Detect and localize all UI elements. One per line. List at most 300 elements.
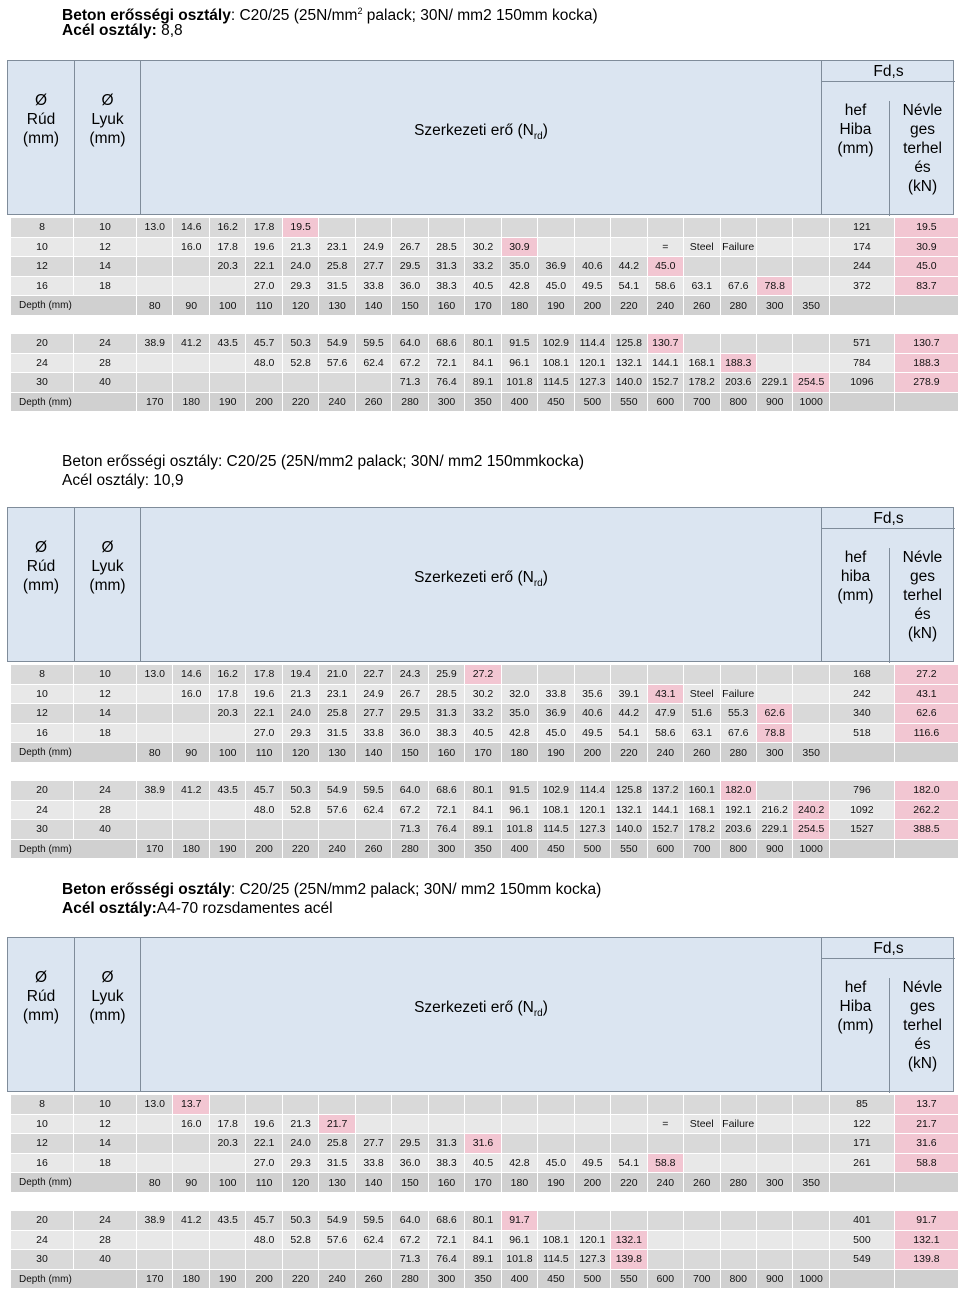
table-cell: 16.0: [173, 1114, 209, 1134]
table-cell: 59.5: [355, 334, 391, 354]
table-cell: 174: [829, 237, 894, 257]
depth-cell: 80: [137, 1173, 173, 1193]
table-row: [11, 800, 959, 820]
table-cell: [137, 1230, 173, 1250]
table-cell: 26.7: [392, 684, 428, 704]
depth-cell: 300: [756, 296, 792, 316]
hef-label: [822, 548, 889, 605]
table-cell: [756, 257, 792, 277]
table-cell: 28: [74, 800, 137, 820]
title-text: Beton erősségi osztály: C20/25 (25N/mm2 palack; 30N/ mm2 150mmkocka): [62, 453, 585, 470]
hef-label-line: (mm): [837, 1017, 874, 1034]
table-cell: 20.3: [209, 1134, 245, 1154]
depth-row: [11, 743, 959, 763]
depth-cell-empty: [894, 743, 958, 763]
depth-cell: 900: [756, 1269, 792, 1289]
table-cell: 24: [11, 800, 74, 820]
table-cell: [574, 1134, 610, 1154]
nominal-label-line: terhel: [903, 140, 942, 157]
table-cell: [793, 237, 829, 257]
table-cell: 168.1: [684, 353, 720, 373]
table-cell: [684, 1250, 720, 1270]
table-cell: 36.9: [538, 257, 574, 277]
depth-cell: 900: [756, 392, 792, 412]
structural-strength-header: [141, 508, 822, 661]
table-cell: [647, 1250, 683, 1270]
depth-cell: 190: [538, 743, 574, 763]
table-cell: 12: [74, 237, 137, 257]
table-cell: [282, 1250, 318, 1270]
structural-close: ): [542, 569, 548, 586]
table-cell: 22.1: [246, 257, 282, 277]
table-cell: 40.6: [574, 257, 610, 277]
depth-cell-empty: [829, 392, 894, 412]
table-cell: 91.7: [894, 1211, 958, 1231]
table-cell: [574, 1095, 610, 1115]
depth-cell: 300: [428, 1269, 464, 1289]
table-cell: [720, 1095, 756, 1115]
table-cell: [720, 1114, 756, 1134]
table-cell: 40: [74, 373, 137, 393]
table-cell: 139.8: [894, 1250, 958, 1270]
structural-text: Szerkezeti erő (N: [414, 999, 534, 1016]
table-cell: 35.0: [501, 257, 537, 277]
table-row: [11, 237, 959, 257]
depth-cell: 550: [611, 1269, 647, 1289]
depth-cell: 100: [209, 296, 245, 316]
table-cell: [611, 237, 647, 257]
table-row: [11, 1250, 959, 1270]
table-cell: 40.5: [465, 723, 501, 743]
table-cell: 127.3: [574, 820, 610, 840]
depth-cell: 220: [282, 839, 318, 859]
depth-cell: 240: [647, 296, 683, 316]
table-cell: 203.6: [720, 820, 756, 840]
table-cell: 30: [11, 820, 74, 840]
table-cell: 25.8: [319, 704, 355, 724]
table-cell: [684, 257, 720, 277]
table-cell: 52.8: [282, 1230, 318, 1250]
table-cell: [538, 1134, 574, 1154]
depth-label: Depth (mm): [11, 839, 137, 859]
table-cell: 31.3: [428, 704, 464, 724]
fds-divider: [822, 958, 955, 959]
table-cell: 71.3: [392, 1250, 428, 1270]
table-cell: 29.3: [282, 1153, 318, 1173]
hole-diameter-header: [75, 938, 141, 1091]
table-row: [11, 1095, 959, 1115]
table-cell: 89.1: [465, 373, 501, 393]
table-cell: 22.1: [246, 704, 282, 724]
table-cell: 242: [829, 684, 894, 704]
table-cell: 31.5: [319, 723, 355, 743]
table-cell: 10: [11, 1114, 74, 1134]
table-cell: 140.0: [611, 820, 647, 840]
depth-cell: 220: [282, 1269, 318, 1289]
table-cell: 13.7: [894, 1095, 958, 1115]
rod-label-stack: [8, 91, 74, 148]
table-cell: 10: [74, 665, 137, 685]
depth-cell: 200: [574, 296, 610, 316]
depth-cell: 240: [319, 392, 355, 412]
table-cell: 17.8: [246, 665, 282, 685]
table-cell: 28.5: [428, 684, 464, 704]
table-cell: 43.5: [209, 1211, 245, 1231]
table-cell: 71.3: [392, 820, 428, 840]
lower_rows-table: [10, 780, 959, 859]
table-cell: [173, 257, 209, 277]
depth-cell: 550: [611, 392, 647, 412]
depth-cell: 170: [137, 1269, 173, 1289]
table-row: [11, 723, 959, 743]
depth-cell: 280: [720, 743, 756, 763]
table-cell: 130.7: [647, 334, 683, 354]
table-cell: 58.8: [894, 1153, 958, 1173]
table-cell: [173, 723, 209, 743]
depth-cell: 80: [137, 296, 173, 316]
table-cell: [173, 276, 209, 296]
table-cell: 108.1: [538, 800, 574, 820]
depth-row: [11, 1173, 959, 1193]
table-cell: 278.9: [894, 373, 958, 393]
table-cell: 27.0: [246, 723, 282, 743]
depth-cell: 700: [684, 1269, 720, 1289]
table-cell: [137, 1250, 173, 1270]
table-cell: [137, 373, 173, 393]
table-header: [7, 507, 954, 662]
section-title: [62, 880, 601, 899]
depth-cell: 140: [355, 1173, 391, 1193]
table-cell: [319, 1095, 355, 1115]
table-cell: 102.9: [538, 781, 574, 801]
table-cell: 64.0: [392, 334, 428, 354]
table-cell: 19.6: [246, 684, 282, 704]
table-cell: 45.0: [538, 276, 574, 296]
table-cell: 67.2: [392, 353, 428, 373]
table-cell: [209, 1230, 245, 1250]
table-cell: [173, 353, 209, 373]
table-cell: 127.3: [574, 373, 610, 393]
depth-cell: 200: [246, 839, 282, 859]
depth-cell: 700: [684, 839, 720, 859]
depth-cell: 180: [501, 743, 537, 763]
table-cell: 14.6: [173, 665, 209, 685]
depth-cell: 150: [392, 1173, 428, 1193]
table-cell: 38.3: [428, 276, 464, 296]
table-row: [11, 1134, 959, 1154]
table-cell: 1096: [829, 373, 894, 393]
table-row: [11, 218, 959, 238]
depth-cell: 900: [756, 839, 792, 859]
depth-cell: 220: [611, 296, 647, 316]
fds-header: [822, 61, 955, 214]
table-cell: 57.6: [319, 1230, 355, 1250]
table-cell: [173, 1250, 209, 1270]
hef-label-line: Hiba: [839, 121, 872, 138]
table-cell: 121: [829, 218, 894, 238]
table-cell: 14: [74, 704, 137, 724]
table-cell: 29.5: [392, 704, 428, 724]
table-cell: 10: [74, 1095, 137, 1115]
depth-cell: 800: [720, 392, 756, 412]
table-cell: 108.1: [538, 1230, 574, 1250]
table-cell: 62.6: [894, 704, 958, 724]
structural-sub: rd: [533, 578, 543, 590]
table-cell: 57.6: [319, 353, 355, 373]
table-cell: 42.8: [501, 1153, 537, 1173]
table-cell: [538, 218, 574, 238]
depth-cell: 350: [465, 839, 501, 859]
table-cell: [793, 665, 829, 685]
table-cell: 24.9: [355, 237, 391, 257]
table-cell: 76.4: [428, 1250, 464, 1270]
table-cell: 8: [11, 1095, 74, 1115]
depth-cell: 450: [538, 392, 574, 412]
depth-cell: 130: [319, 1173, 355, 1193]
subtitle-bold: Acél osztály:: [62, 22, 157, 39]
table-cell: 178.2: [684, 820, 720, 840]
table-cell: 38.9: [137, 334, 173, 354]
table-cell: 20.3: [209, 257, 245, 277]
depth-cell: 500: [574, 1269, 610, 1289]
depth-cell: 190: [209, 839, 245, 859]
table-cell: [465, 1095, 501, 1115]
table-cell: 20: [11, 1211, 74, 1231]
depth-label: Depth (mm): [11, 1269, 137, 1289]
table-cell: 20: [11, 334, 74, 354]
table-cell: 33.8: [355, 723, 391, 743]
depth-cell: 110: [246, 296, 282, 316]
nominal-label-line: Névle: [902, 102, 943, 119]
table-cell: [684, 218, 720, 238]
table-cell: [720, 237, 756, 257]
table-cell: 62.4: [355, 800, 391, 820]
table-cell: 44.2: [611, 704, 647, 724]
table-cell: [173, 820, 209, 840]
rod-label-line: (mm): [22, 1007, 60, 1024]
table-cell: 76.4: [428, 373, 464, 393]
depth-row: [11, 839, 959, 859]
table-cell: 14: [74, 257, 137, 277]
table-cell: [647, 1134, 683, 1154]
depth-cell: 170: [465, 1173, 501, 1193]
table-cell: 24: [74, 781, 137, 801]
table-row: [11, 1211, 959, 1231]
table-cell: 132.1: [894, 1230, 958, 1250]
table-cell: [137, 704, 173, 724]
table-row: [11, 373, 959, 393]
table-cell: [209, 1153, 245, 1173]
table-cell: 188.3: [894, 353, 958, 373]
lower_rows-table: [10, 333, 959, 412]
table-cell: 114.4: [574, 334, 610, 354]
table-cell: 16.2: [209, 218, 245, 238]
depth-cell: 240: [319, 839, 355, 859]
table-cell: [209, 276, 245, 296]
hole-label-line: (mm): [89, 130, 126, 147]
depth-cell: 170: [465, 296, 501, 316]
table-cell: [793, 1114, 829, 1134]
table-cell: [647, 1114, 683, 1134]
fds-divider: [822, 528, 955, 529]
table-cell: 102.9: [538, 334, 574, 354]
table-cell: [428, 1114, 464, 1134]
failure-label: Failure: [722, 240, 755, 253]
table-cell: 137.2: [647, 781, 683, 801]
table-cell: 43.1: [647, 684, 683, 704]
table-cell: 10: [11, 684, 74, 704]
depth-cell: 260: [355, 839, 391, 859]
hef-label-line: (mm): [837, 140, 874, 157]
table-cell: 43.5: [209, 334, 245, 354]
table-cell: 31.5: [319, 276, 355, 296]
table-cell: [392, 1095, 428, 1115]
table-cell: 50.3: [282, 781, 318, 801]
table-row: [11, 1114, 959, 1134]
table-cell: [720, 1211, 756, 1231]
table-cell: 8: [11, 218, 74, 238]
table-cell: 16: [11, 723, 74, 743]
table-cell: 254.5: [793, 820, 829, 840]
table-cell: 28: [74, 353, 137, 373]
table-cell: [684, 1114, 720, 1134]
depth-cell: 190: [209, 392, 245, 412]
table-cell: [282, 1095, 318, 1115]
depth-cell: 190: [538, 1173, 574, 1193]
table-cell: 17.8: [209, 1114, 245, 1134]
table-cell: 52.8: [282, 353, 318, 373]
table-cell: 25.8: [319, 257, 355, 277]
table-cell: 27.7: [355, 1134, 391, 1154]
table-cell: 30.2: [465, 237, 501, 257]
table-cell: 50.3: [282, 1211, 318, 1231]
table-cell: 182.0: [720, 781, 756, 801]
depth-row: [11, 392, 959, 412]
table-cell: 45.0: [538, 1153, 574, 1173]
nominal-label-line: és: [914, 606, 931, 623]
table-cell: 48.0: [246, 800, 282, 820]
table-cell: [574, 1114, 610, 1134]
hef-label: [822, 101, 889, 158]
table-row: [11, 781, 959, 801]
table-cell: [209, 1250, 245, 1270]
depth-cell: 170: [137, 839, 173, 859]
table-cell: 96.1: [501, 353, 537, 373]
steel-label: Steel: [689, 1117, 714, 1130]
table-cell: [137, 723, 173, 743]
nominal-label-line: (kN): [907, 625, 938, 642]
title-text: : C20/25 (25N/mm: [230, 7, 358, 25]
table-cell: 48.0: [246, 353, 282, 373]
table-cell: [355, 1114, 391, 1134]
equals-sign: =: [662, 1117, 669, 1130]
hole-label-line: Lyuk: [91, 558, 124, 575]
table-cell: 50.3: [282, 334, 318, 354]
table-cell: [173, 800, 209, 820]
table-cell: 127.3: [574, 1250, 610, 1270]
table-cell: 18: [74, 723, 137, 743]
table-cell: 132.1: [611, 1230, 647, 1250]
table-cell: 229.1: [756, 373, 792, 393]
table-cell: 72.1: [428, 353, 464, 373]
depth-cell: 150: [392, 743, 428, 763]
nominal-label-line: ges: [910, 568, 935, 585]
table-cell: 96.1: [501, 800, 537, 820]
table-header: [7, 60, 954, 215]
table-cell: 48.0: [246, 1230, 282, 1250]
table-cell: 58.6: [647, 276, 683, 296]
depth-cell: 120: [282, 743, 318, 763]
nominal-load-label: [889, 101, 955, 216]
table-row: [11, 353, 959, 373]
table-cell: 144.1: [647, 800, 683, 820]
table-cell: [173, 373, 209, 393]
table-cell: [246, 1250, 282, 1270]
depth-cell: 110: [246, 1173, 282, 1193]
depth-cell: 220: [282, 392, 318, 412]
table-cell: 52.8: [282, 800, 318, 820]
depth-cell: 450: [538, 839, 574, 859]
table-cell: [684, 1230, 720, 1250]
table-cell: [428, 1095, 464, 1115]
depth-cell: 280: [720, 296, 756, 316]
table-cell: 67.6: [720, 723, 756, 743]
table-cell: 55.3: [720, 704, 756, 724]
hole-diameter-header: [75, 508, 141, 661]
table-cell: 16.0: [173, 237, 209, 257]
table-cell: [137, 800, 173, 820]
depth-cell: 260: [355, 1269, 391, 1289]
table-cell: 47.9: [647, 704, 683, 724]
table-cell: 30: [11, 1250, 74, 1270]
table-cell: 261: [829, 1153, 894, 1173]
table-cell: 78.8: [756, 276, 792, 296]
depth-cell: 600: [647, 392, 683, 412]
table-cell: [793, 704, 829, 724]
table-cell: 84.1: [465, 353, 501, 373]
table-cell: 84.1: [465, 800, 501, 820]
table-cell: 13.7: [173, 1095, 209, 1115]
table-cell: 24.9: [355, 684, 391, 704]
table-cell: 120.1: [574, 353, 610, 373]
table-cell: 36.0: [392, 276, 428, 296]
subtitle-text: A4-70 rozsdamentes acél: [156, 900, 333, 917]
hole-diameter-header: [75, 61, 141, 214]
table-cell: 80.1: [465, 1211, 501, 1231]
rod-label-line: Rúd: [26, 111, 56, 128]
table-cell: 35.0: [501, 704, 537, 724]
depth-cell: 100: [209, 1173, 245, 1193]
table-cell: [756, 334, 792, 354]
table-cell: 45.0: [647, 257, 683, 277]
nominal-load-label: [889, 978, 955, 1093]
depth-cell: 280: [392, 1269, 428, 1289]
table-cell: 171: [829, 1134, 894, 1154]
depth-cell-empty: [894, 1173, 958, 1193]
table-cell: [355, 1250, 391, 1270]
nominal-label-line: Névle: [902, 979, 943, 996]
depth-cell: 130: [319, 743, 355, 763]
depth-cell: 400: [501, 392, 537, 412]
steel-label: Steel: [689, 687, 714, 700]
fds-divider: [822, 81, 955, 82]
table-cell: 24.0: [282, 704, 318, 724]
table-cell: 24: [11, 353, 74, 373]
depth-cell: 700: [684, 392, 720, 412]
table-cell: 12: [11, 704, 74, 724]
structural-sub: rd: [533, 131, 543, 143]
structural-sub: rd: [533, 1008, 543, 1020]
